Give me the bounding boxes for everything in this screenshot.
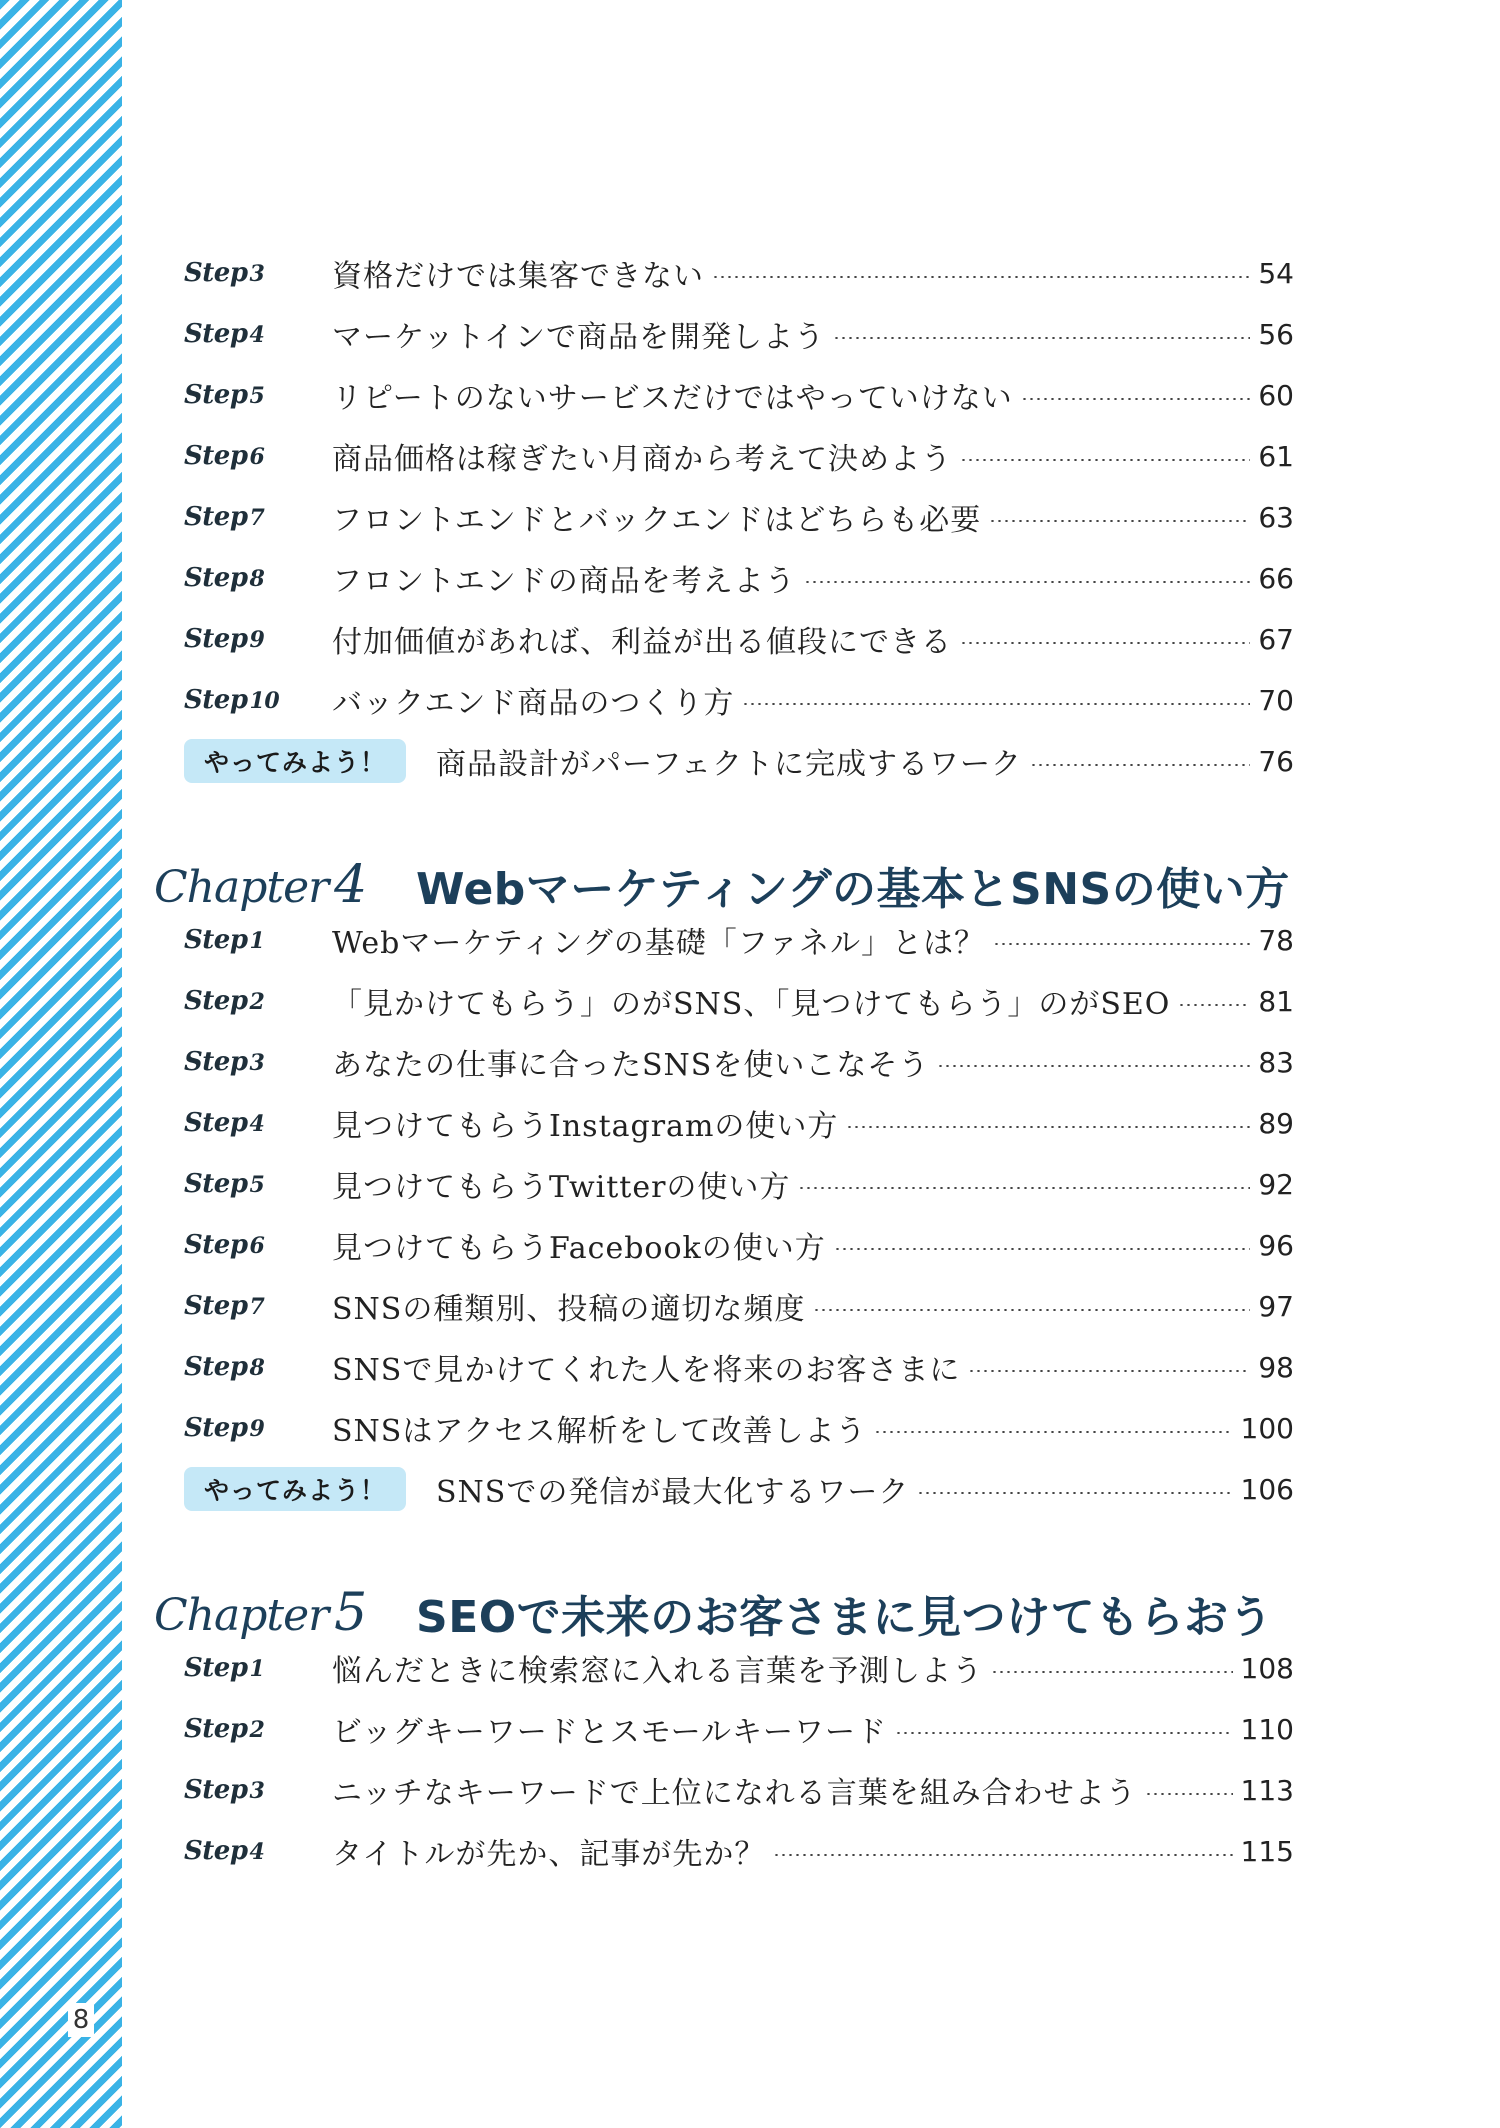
chapter-title: Webマーケティングの基本とSNSの使い方 (416, 864, 1290, 915)
step-entry[interactable] (184, 492, 1294, 542)
step-label: Step8 (184, 563, 265, 593)
step-number: 6 (249, 444, 265, 470)
step-label: Step4 (184, 1836, 265, 1866)
step-number: 1 (249, 1656, 265, 1682)
dot-leader (917, 1492, 1232, 1494)
entry-page-number: 89 (1258, 1106, 1294, 1140)
dot-leader (937, 1065, 1250, 1067)
entry-title: 見つけてもらうTwitterの使い方 (332, 1170, 791, 1205)
entry-title: 悩んだときに検索窓に入れる言葉を予測しよう (332, 1654, 983, 1689)
step-number: 6 (249, 1233, 265, 1259)
step-number: 8 (249, 1355, 265, 1381)
step-number: 3 (249, 1778, 265, 1804)
step-entry[interactable] (184, 614, 1294, 664)
entry-page-number: 66 (1258, 561, 1294, 595)
entry-title: リピートのないサービスだけではやっていけない (332, 381, 1013, 416)
chapter-label: Chapter 4 (154, 855, 367, 915)
dot-leader (874, 1431, 1232, 1433)
step-number: 2 (249, 989, 265, 1015)
step-entry[interactable] (184, 431, 1294, 481)
entry-title: マーケットインで商品を開発しよう (332, 320, 825, 355)
step-entry[interactable] (184, 1826, 1294, 1876)
dot-leader (1021, 398, 1251, 400)
step-label: Step9 (184, 1413, 265, 1443)
dot-leader (798, 1187, 1250, 1189)
entry-title: 見つけてもらうInstagramの使い方 (332, 1109, 839, 1144)
entry-page-number: 115 (1240, 1834, 1294, 1868)
chapter-title: SEOで未来のお客さまに見つけてもらおう (416, 1592, 1274, 1643)
entry-title: 資格だけでは集客できない (332, 259, 704, 294)
entry-page-number: 76 (1258, 744, 1294, 778)
step-entry[interactable] (184, 248, 1294, 298)
step-entry[interactable] (184, 1037, 1294, 1087)
step-number: 4 (249, 322, 265, 348)
step-entry[interactable] (184, 309, 1294, 359)
step-label: Step9 (184, 624, 265, 654)
dot-leader (960, 459, 1250, 461)
try-it-entry[interactable] (184, 1464, 1294, 1514)
entry-title: タイトルが先か、記事が先か？ (332, 1837, 766, 1872)
step-number: 10 (249, 688, 280, 714)
entry-page-number: 113 (1240, 1773, 1294, 1807)
step-entry[interactable] (184, 1159, 1294, 1209)
dot-leader (834, 1248, 1251, 1250)
page-number: 8 (68, 2003, 94, 2037)
step-label: Step3 (184, 258, 265, 288)
entry-title: 「見かけてもらう」のがSNS、「見つけてもらう」のがSEO (332, 987, 1171, 1022)
step-entry[interactable] (184, 1704, 1294, 1754)
entry-title: ビッグキーワードとスモールキーワード (332, 1715, 887, 1750)
entry-page-number: 110 (1240, 1712, 1294, 1746)
chapter-number: 5 (334, 1583, 367, 1643)
step-number: 3 (249, 1050, 265, 1076)
dot-leader (993, 943, 1250, 945)
entry-title: SNSで見かけてくれた人を将来のお客さまに (332, 1353, 961, 1388)
entry-title: 商品設計がパーフェクトに完成するワーク (436, 747, 1022, 782)
dot-leader (773, 1854, 1232, 1856)
chapter-heading (154, 850, 1294, 920)
dot-leader (846, 1126, 1250, 1128)
entry-page-number: 63 (1258, 500, 1294, 534)
step-number: 2 (249, 1717, 265, 1743)
try-it-badge: やってみよう！ (184, 739, 406, 783)
entry-title: あなたの仕事に合ったSNSを使いこなそう (332, 1048, 930, 1083)
entry-page-number: 96 (1258, 1228, 1294, 1262)
step-label: Step5 (184, 1169, 265, 1199)
entry-page-number: 97 (1258, 1289, 1294, 1323)
step-entry[interactable] (184, 976, 1294, 1026)
entry-title: Webマーケティングの基礎「ファネル」とは？ (332, 926, 986, 961)
entry-page-number: 106 (1240, 1472, 1294, 1506)
entry-title: SNSはアクセス解析をして改善しよう (332, 1414, 867, 1449)
step-entry[interactable] (184, 675, 1294, 725)
step-entry[interactable] (184, 1643, 1294, 1693)
step-label: Step3 (184, 1047, 265, 1077)
step-entry[interactable] (184, 1342, 1294, 1392)
step-label: Step1 (184, 925, 265, 955)
entry-title: SNSでの発信が最大化するワーク (436, 1475, 910, 1510)
entry-page-number: 100 (1240, 1411, 1294, 1445)
entry-title: フロントエンドの商品を考えよう (332, 564, 796, 599)
dot-leader (712, 276, 1250, 278)
dot-leader (968, 1370, 1250, 1372)
step-label: Step8 (184, 1352, 265, 1382)
dot-leader (1178, 1004, 1250, 1006)
step-number: 3 (249, 261, 265, 287)
dot-leader (1145, 1793, 1233, 1795)
step-label: Step5 (184, 380, 265, 410)
entry-page-number: 98 (1258, 1350, 1294, 1384)
step-label: Step7 (184, 1291, 265, 1321)
step-number: 4 (249, 1839, 265, 1865)
step-entry[interactable] (184, 370, 1294, 420)
step-label: Step4 (184, 319, 265, 349)
step-number: 1 (249, 928, 265, 954)
entry-page-number: 61 (1258, 439, 1294, 473)
step-label: Step1 (184, 1653, 265, 1683)
step-label: Step4 (184, 1108, 265, 1138)
step-number: 4 (249, 1111, 265, 1137)
entry-page-number: 78 (1258, 923, 1294, 957)
try-it-badge: やってみよう！ (184, 1467, 406, 1511)
entry-page-number: 56 (1258, 317, 1294, 351)
entry-page-number: 108 (1240, 1651, 1294, 1685)
step-entry[interactable] (184, 1281, 1294, 1331)
dot-leader (960, 642, 1250, 644)
step-entry[interactable] (184, 553, 1294, 603)
decorative-stripe-border (0, 0, 122, 2128)
entry-page-number: 92 (1258, 1167, 1294, 1201)
step-label: Step10 (184, 685, 280, 715)
entry-title: ニッチなキーワードで上位になれる言葉を組み合わせよう (332, 1776, 1137, 1811)
step-entry[interactable] (184, 1403, 1294, 1453)
entry-title: フロントエンドとバックエンドはどちらも必要 (332, 503, 982, 538)
step-entry[interactable] (184, 1220, 1294, 1270)
entry-page-number: 81 (1258, 984, 1294, 1018)
entry-page-number: 60 (1258, 378, 1294, 412)
step-number: 5 (249, 383, 265, 409)
step-number: 5 (249, 1172, 265, 1198)
step-number: 7 (249, 505, 265, 531)
chapter-label: Chapter 5 (154, 1583, 367, 1643)
entry-page-number: 54 (1258, 256, 1294, 290)
step-label: Step6 (184, 1230, 265, 1260)
step-label: Step7 (184, 502, 265, 532)
entry-page-number: 67 (1258, 622, 1294, 656)
entry-title: 見つけてもらうFacebookの使い方 (332, 1231, 826, 1266)
dot-leader (833, 337, 1250, 339)
dot-leader (804, 581, 1251, 583)
dot-leader (989, 520, 1250, 522)
try-it-entry[interactable] (184, 736, 1294, 786)
step-number: 7 (249, 1294, 265, 1320)
dot-leader (813, 1309, 1250, 1311)
step-label: Step6 (184, 441, 265, 471)
chapter-number: 4 (334, 855, 367, 915)
dot-leader (1030, 764, 1250, 766)
entry-title: SNSの種類別、投稿の適切な頻度 (332, 1292, 806, 1327)
step-number: 9 (249, 627, 265, 653)
dot-leader (742, 703, 1250, 705)
step-entry[interactable] (184, 1765, 1294, 1815)
step-entry[interactable] (184, 1098, 1294, 1148)
dot-leader (895, 1732, 1233, 1734)
step-label: Step2 (184, 986, 265, 1016)
chapter-heading (154, 1578, 1294, 1648)
entry-page-number: 83 (1258, 1045, 1294, 1079)
dot-leader (991, 1671, 1233, 1673)
step-number: 8 (249, 566, 265, 592)
entry-title: 商品価格は稼ぎたい月商から考えて決めよう (332, 442, 952, 477)
step-label: Step2 (184, 1714, 265, 1744)
step-entry[interactable] (184, 915, 1294, 965)
entry-page-number: 70 (1258, 683, 1294, 717)
step-label: Step3 (184, 1775, 265, 1805)
step-number: 9 (249, 1416, 265, 1442)
entry-title: バックエンド商品のつくり方 (332, 686, 735, 721)
entry-title: 付加価値があれば、利益が出る値段にできる (332, 625, 952, 660)
